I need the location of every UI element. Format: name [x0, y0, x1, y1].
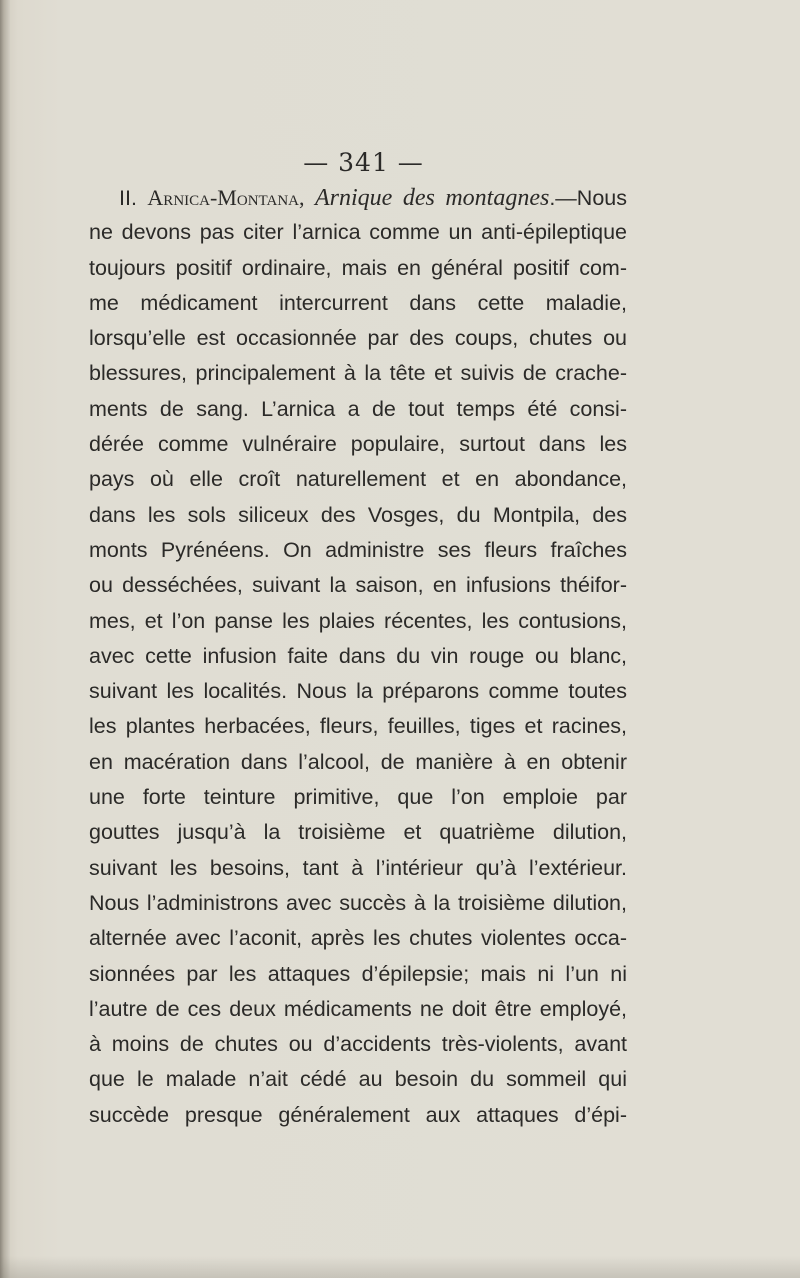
- body-text: [89, 180, 627, 1133]
- text-line: gouttes jusqu’à la troisième et quatrième dilution,: [89, 820, 627, 845]
- heading-line: [89, 180, 627, 215]
- text-line: blessures, principalement à la tête et suivis de crache-: [89, 361, 627, 386]
- text-line: .—Nous: [549, 186, 627, 210]
- text-line: ne devons pas citer l’arnica comme un anti-épileptique: [89, 220, 627, 245]
- text-line: les plantes herbacées, fleurs, feuilles, tiges et racines,: [89, 714, 627, 739]
- text-line: en macération dans l’alcool, de manière à en obtenir: [89, 749, 627, 774]
- text-line: ou desséchées, suivant la saison, en infusions théifor-: [89, 573, 627, 598]
- binding-edge: [0, 0, 10, 1278]
- text-line: suivant les localités. Nous la préparons comme toutes: [89, 679, 627, 704]
- text-line: que le malade n’ait cédé au besoin du sommeil qui: [89, 1067, 627, 1092]
- text-line: lorsqu’elle est occasionnée par des coups, chutes ou: [89, 326, 627, 351]
- text-line: à moins de chutes ou d’accidents très-violents, avant: [89, 1032, 627, 1057]
- text-line: alternée avec l’aconit, après les chutes violentes occa-: [89, 926, 627, 951]
- text-line: une forte teinture primitive, que l’on emploie par: [89, 785, 627, 810]
- text-line: mes, et l’on panse les plaies récentes, les contusions,: [89, 608, 627, 633]
- heading-name: Arnica-Montana,: [147, 185, 305, 210]
- text-line: suivant les besoins, tant à l’intérieur qu’à l’extérieur.: [89, 855, 627, 880]
- page-bottom-edge: [0, 1256, 800, 1278]
- text-line: avec cette infusion faite dans du vin rouge ou blanc,: [89, 643, 627, 668]
- text-line: succède presque généralement aux attaques d’épi-: [89, 1102, 627, 1127]
- text-line: monts Pyrénéens. On administre ses fleurs fraîches: [89, 537, 627, 562]
- heading-numeral: II.: [119, 186, 137, 210]
- heading-italic: Arnique des montagnes: [315, 185, 550, 211]
- page-number: — 341 —: [303, 148, 424, 177]
- text-line: sionnées par les attaques d’épilepsie; mais ni l’un ni: [89, 961, 627, 986]
- text-line: l’autre de ces deux médicaments ne doit être employé,: [89, 996, 627, 1021]
- text-line: dans les sols siliceux des Vosges, du Montpila, des: [89, 502, 627, 527]
- text-line: Nous l’administrons avec succès à la troisième dilution,: [89, 890, 627, 915]
- text-line: pays où elle croît naturellement et en abondance,: [89, 467, 627, 492]
- text-line: dérée comme vulnéraire populaire, surtout dans les: [89, 432, 627, 457]
- text-line: ments de sang. L’arnica a de tout temps été consi-: [89, 396, 627, 421]
- text-line: me médicament intercurrent dans cette maladie,: [89, 290, 627, 315]
- text-line: toujours positif ordinaire, mais en général positif com-: [89, 255, 627, 280]
